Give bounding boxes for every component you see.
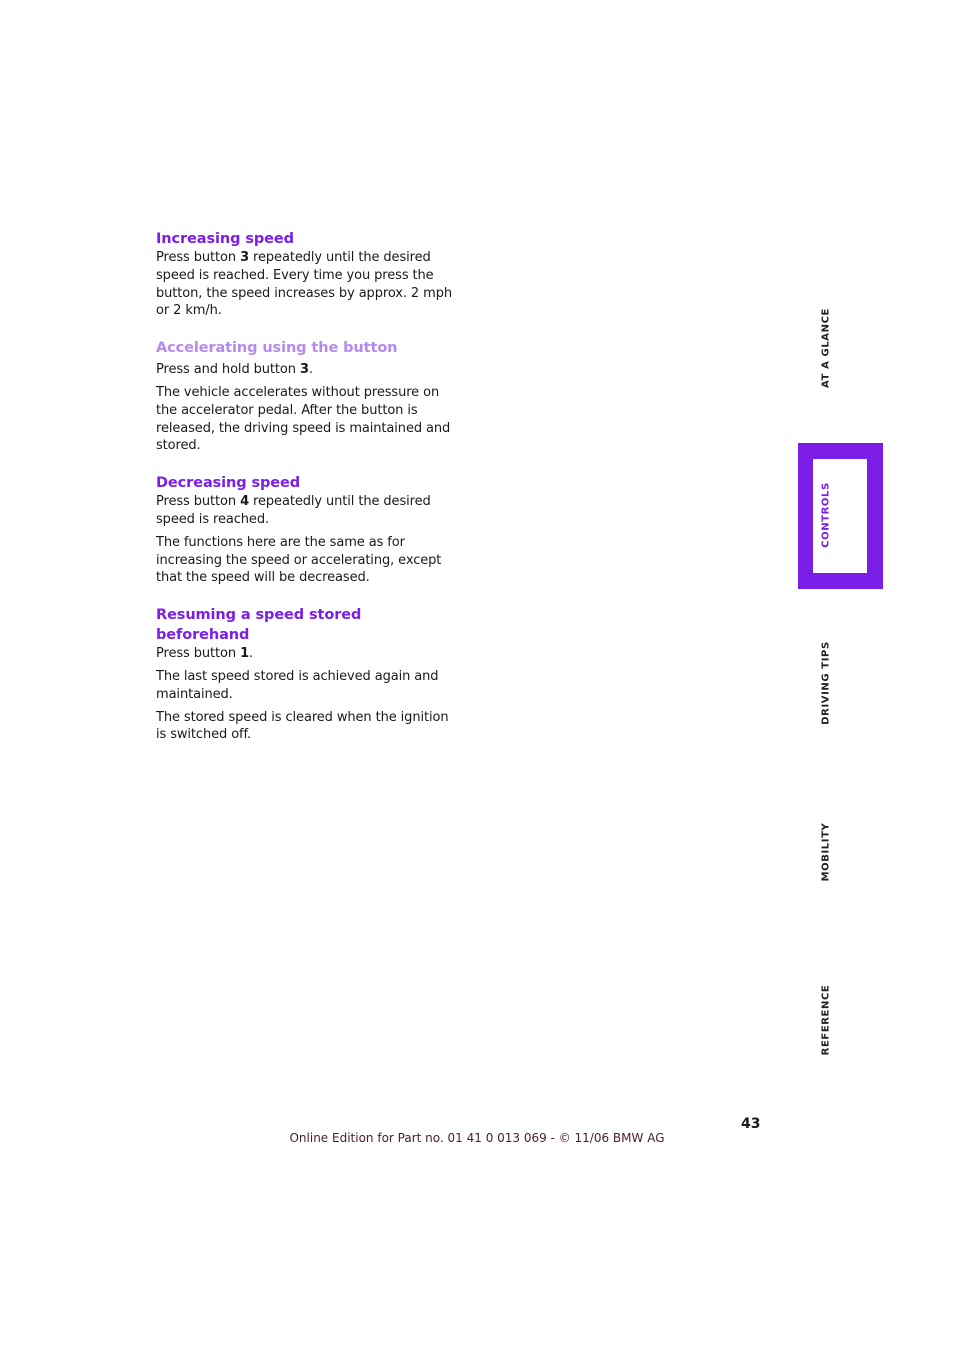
paragraph: Press button 4 repeatedly until the desired speed is reached. [156,494,431,527]
paragraph: Press button 3 repeatedly until the desired speed is reached. Every time you press the button, the speed increases by approx. 2 mph or 2 km/h. [156,250,452,319]
chapter-tabs: AT A GLANCE CONTROLS DRIVING TIPS MOBILITY REFERENCE [798,300,883,1080]
paragraph: The stored speed is cleared when the ignition is switched off. [156,709,449,743]
paragraph: Press and hold button 3. [156,362,313,378]
heading-accelerating-using-button: Accelerating using the button [156,340,398,357]
content-column [156,229,456,744]
paragraph: Press button 1. [156,646,254,662]
paragraph: The vehicle accelerates without pressure on the accelerator pedal. After the button is released, the driving speed is maintained and stored. [156,384,451,454]
page-number: 43 [741,1116,761,1132]
heading-decreasing-speed: Decreasing speed [156,475,301,492]
heading-resuming-speed: Resuming a speed stored beforehand [156,607,362,644]
paragraph: The functions here are the same as for increasing the speed or accelerating, except that the speed will be decreased. [156,534,442,586]
tab-controls-active[interactable]: CONTROLS [798,443,883,589]
footer-edition-note: Online Edition for Part no. 01 41 0 013 069 - © 11/06 BMW AG [289,1131,665,1145]
paragraph: The last speed stored is achieved again and maintained. [156,668,439,702]
heading-increasing-speed: Increasing speed [156,231,294,247]
